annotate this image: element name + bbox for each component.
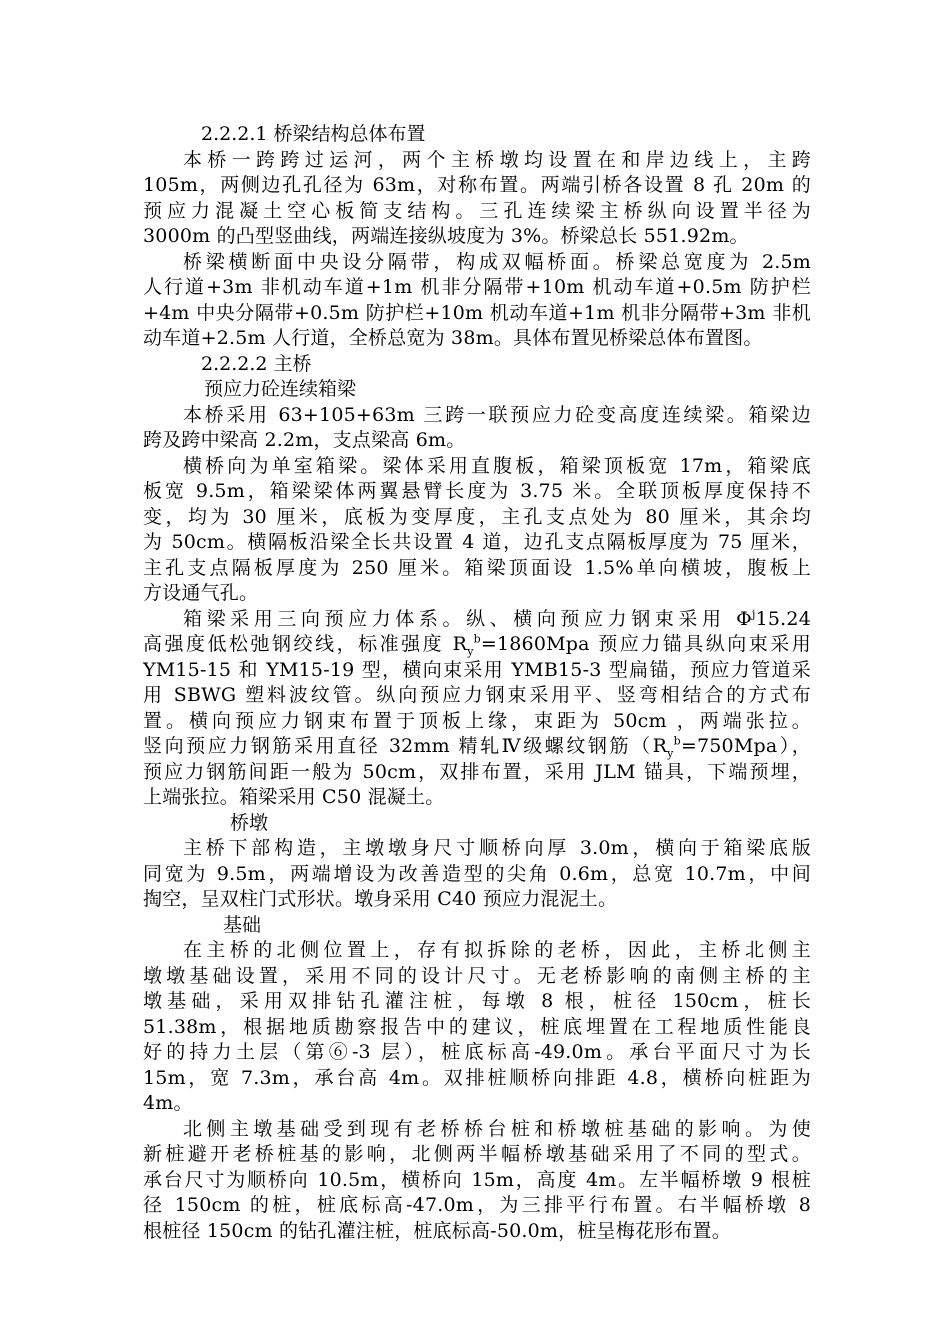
subscript: y xyxy=(667,746,674,760)
text-line: 北侧主墩基础受到现有老桥桥台桩和桥墩桩基础的影响。为使 xyxy=(183,1117,811,1140)
text-fragment: 箱梁采用三向预应力体系。纵、横向预应力钢束采用 Φ xyxy=(183,607,752,630)
text-line: 墩墩基础设置，采用不同的设计尺寸。无老桥影响的南侧主桥的主 xyxy=(143,964,811,987)
superscript: b xyxy=(673,734,681,748)
text-line: 4m。 xyxy=(143,1092,193,1114)
text-line: 本桥采用 63+105+63m 三跨一联预应力砼变高度连续梁。箱梁边 xyxy=(183,403,811,426)
text-line: +4m 中央分隔带+0.5m 防护栏+10m 机动车道+1m 机非分隔带+3m 非机 xyxy=(143,301,811,324)
text-line: 用 SBWG 塑料波纹管。纵向预应力钢束采用平、竖弯相结合的方式布 xyxy=(143,684,811,706)
text-line: 掏空，呈双柱门式形状。墩身采用 C40 预应力混泥土。 xyxy=(143,888,618,910)
text-fragment: =1860Mpa 预应力锚具纵向束采用 xyxy=(480,633,812,655)
superscript: j xyxy=(751,607,756,621)
text-line: 跨及跨中梁高 2.2m，支点梁高 6m。 xyxy=(143,429,466,451)
heading-pier: 桥墩 xyxy=(230,811,269,834)
text-fragment: 15.24 xyxy=(755,607,811,630)
text-line: 本桥一跨跨过运河，两个主桥墩均设置在和岸边线上，主跨 xyxy=(183,148,811,171)
text-line: 径 150cm 的桩，桩底标高-47.0m，为三排平行布置。右半幅桥墩 8 xyxy=(143,1194,811,1216)
text-line: 15m，宽 7.3m，承台高 4m。双排桩顺桥向排距 4.8，横桥向桩距为 xyxy=(143,1066,811,1089)
text-line: 为 50cm。横隔板沿梁全长共设置 4 道，边孔支点隔板厚度为 75 厘米， xyxy=(143,531,811,553)
text-line: 承台尺寸为顺桥向 10.5m，横桥向 15m，高度 4m。左半幅桥墩 9 根桩 xyxy=(143,1168,811,1191)
text-line xyxy=(143,734,811,760)
text-fragment: 高强度低松弛钢绞线，标准强度 R xyxy=(143,633,468,655)
text-line: 51.38m，根据地质勘察报告中的建议，桩底埋置在工程地质性能良 xyxy=(143,1015,811,1038)
text-line: 人行道+3m 非机动车道+1m 机非分隔带+10m 机动车道+0.5m 防护栏 xyxy=(143,276,811,298)
text-line: 板宽 9.5m，箱梁梁体两翼悬臂长度为 3.75 米。全联顶板厚度保持不 xyxy=(143,480,811,502)
document-page xyxy=(143,122,811,1244)
text-line: YM15-15 和 YM15-19 型，横向束采用 YMB15-3 型扁锚，预应力管道采 xyxy=(143,658,811,681)
text-line: 横桥向为单室箱梁。梁体采用直腹板，箱梁顶板宽 17m，箱梁底 xyxy=(183,454,811,477)
text-line: 墩基础，采用双排钻孔灌注桩，每墩 8 根，桩径 150cm，桩长 xyxy=(143,990,811,1012)
text-line: 主孔支点隔板厚度为 250 厘米。箱梁顶面设 1.5%单向横坡，腹板上 xyxy=(143,556,811,579)
text-line: 在主桥的北侧位置上，存有拟拆除的老桥，因此，主桥北侧主 xyxy=(183,939,811,961)
text-line: 同宽为 9.5m，两端增设为改善造型的尖角 0.6m，总宽 10.7m，中间 xyxy=(143,862,811,885)
text-line xyxy=(143,607,811,633)
paragraph-span xyxy=(143,403,811,454)
text-line: 预应力钢筋间距一般为 50cm，双排布置，采用 JLM 锚具，下端预埋， xyxy=(143,760,811,783)
paragraph-foundation-north xyxy=(143,1117,811,1245)
heading-box-girder: 预应力砼连续箱梁 xyxy=(204,378,357,400)
text-line: 好的持力土层（第⑥-3 层），桩底标高-49.0m。承台平面尺寸为长 xyxy=(143,1041,811,1063)
text-line: 动车道+2.5m 人行道，全桥总宽为 38m。具体布置见桥梁总体布置图。 xyxy=(143,327,763,349)
paragraph-overall-layout xyxy=(143,148,811,250)
text-line: 变，均为 30 厘米，底板为变厚度，主孔支点处为 80 厘米，其余均 xyxy=(143,505,811,528)
text-fragment: 竖向预应力钢筋采用直径 32mm 精轧Ⅳ级螺纹钢筋（R xyxy=(143,735,668,757)
text-line: 新桩避开老桥桩基的影响，北侧两半幅桥墩基础采用了不同的型式。 xyxy=(143,1143,811,1165)
heading-2222: 2.2.2.2 主桥 xyxy=(201,352,312,375)
text-line xyxy=(143,632,811,658)
text-line: 方设通气孔。 xyxy=(143,582,259,604)
paragraph-cross-section xyxy=(143,250,811,352)
text-line: 上端张拉。箱梁采用 C50 混凝土。 xyxy=(143,786,445,808)
paragraph-box-section xyxy=(143,454,811,607)
superscript: b xyxy=(473,632,481,646)
paragraph-prestress xyxy=(143,607,811,811)
text-line: 3000m 的凸型竖曲线，两端连接纵坡度为 3%。桥梁总长 551.92m。 xyxy=(143,225,749,247)
text-line: 桥梁横断面中央设分隔带，构成双幅桥面。桥梁总宽度为 2.5m xyxy=(183,250,811,273)
heading-2221: 2.2.2.1 桥梁结构总体布置 xyxy=(201,123,426,145)
text-line: 预应力混凝土空心板简支结构。三孔连续梁主桥纵向设置半径为 xyxy=(143,199,811,222)
heading-foundation: 基础 xyxy=(223,913,262,936)
subscript: y xyxy=(467,644,474,658)
text-line: 105m，两侧边孔孔径为 63m，对称布置。两端引桥各设置 8 孔 20m 的 xyxy=(143,174,811,196)
text-fragment: =750Mpa）， xyxy=(680,735,812,757)
paragraph-pier xyxy=(143,836,811,913)
paragraph-foundation-south xyxy=(143,938,811,1117)
text-line: 置。横向预应力钢束布置于顶板上缘，束距为 50cm ，两端张拉。 xyxy=(143,709,811,732)
text-line: 根桩径 150cm 的钻孔灌注桩，桩底标高-50.0m，桩呈梅花形布置。 xyxy=(143,1219,731,1242)
text-line: 主桥下部构造，主墩墩身尺寸顺桥向厚 3.0m，横向于箱梁底版 xyxy=(183,837,811,859)
